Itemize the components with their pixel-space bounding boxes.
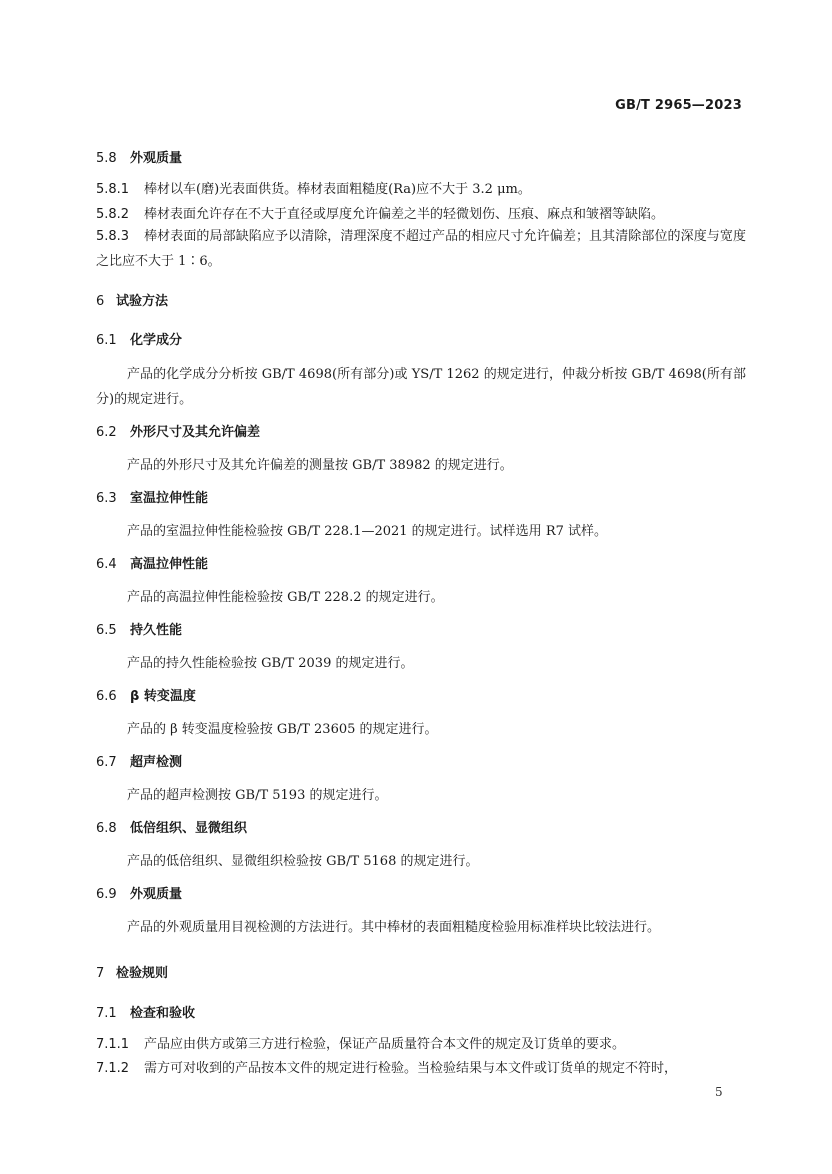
section-number: 6.1 bbox=[96, 333, 117, 348]
section-heading-6-5 bbox=[96, 622, 746, 640]
chapter-heading-7 bbox=[96, 965, 746, 983]
page-number: 5 bbox=[715, 1085, 723, 1099]
section-number: 6.3 bbox=[96, 491, 117, 506]
section-title: 高温拉伸性能 bbox=[130, 557, 209, 572]
section-text-6-9: 产品的外观质量用目视检测的方法进行。其中棒材的表面粗糙度检验用标准样块比较法进行。 bbox=[127, 920, 661, 935]
section-number: 6.6 bbox=[96, 689, 117, 704]
section-heading-6-3 bbox=[96, 490, 746, 508]
clause-text: 棒材表面允许存在不大于直径或厚度允许偏差之半的轻微划伤、压痕、麻点和皱褶等缺陷。 bbox=[144, 207, 665, 222]
section-title: 外观质量 bbox=[130, 151, 183, 166]
clause-7-1-2 bbox=[96, 1060, 746, 1078]
section-title: 外形尺寸及其允许偏差 bbox=[130, 425, 261, 440]
section-text-6-3: 产品的室温拉伸性能检验按 GB/T 228.1—2021 的规定进行。试样选用 R7 试样。 bbox=[127, 524, 608, 539]
section-text-6-2: 产品的外形尺寸及其允许偏差的测量按 GB/T 38982 的规定进行。 bbox=[127, 458, 513, 473]
clause-7-1-1 bbox=[96, 1036, 746, 1054]
clause-number: 5.8.3 bbox=[96, 229, 130, 244]
section-text-6-1: 产品的化学成分分析按 GB/T 4698(所有部分)或 YS/T 1262 的规定进行，仲裁分析按 GB/T 4698(所有部分)的规定进行。 bbox=[96, 367, 746, 407]
section-heading-7-1 bbox=[96, 1005, 746, 1023]
section-number: 7.1 bbox=[96, 1006, 117, 1021]
section-title: β 转变温度 bbox=[130, 689, 196, 704]
section-number: 6.5 bbox=[96, 623, 117, 638]
section-heading-6-8 bbox=[96, 820, 746, 838]
section-text-6-5: 产品的持久性能检验按 GB/T 2039 的规定进行。 bbox=[127, 656, 414, 671]
section-title: 化学成分 bbox=[130, 333, 183, 348]
section-number: 6.9 bbox=[96, 887, 117, 902]
section-title: 检查和验收 bbox=[130, 1006, 196, 1021]
section-title: 低倍组织、显微组织 bbox=[130, 821, 248, 836]
standard-code-header: GB/T 2965—2023 bbox=[615, 98, 742, 113]
section-heading-6-1 bbox=[96, 332, 746, 350]
clause-text: 棒材表面的局部缺陷应予以清除，清理深度不超过产品的相应尺寸允许偏差；且其清除部位的深度与宽度之比应不大于 1∶6。 bbox=[96, 229, 746, 269]
chapter-title: 试验方法 bbox=[116, 294, 169, 309]
section-number: 6.8 bbox=[96, 821, 117, 836]
chapter-title: 检验规则 bbox=[116, 966, 169, 981]
clause-text: 棒材以车(磨)光表面供货。棒材表面粗糙度(Ra)应不大于 3.2 μm。 bbox=[144, 182, 531, 197]
clause-5-8-3 bbox=[96, 224, 746, 274]
section-title: 室温拉伸性能 bbox=[130, 491, 209, 506]
chapter-number: 6 bbox=[96, 294, 105, 309]
clause-number: 7.1.1 bbox=[96, 1037, 130, 1052]
clause-number: 5.8.1 bbox=[96, 182, 130, 197]
section-heading-6-6 bbox=[96, 688, 746, 706]
clause-number: 5.8.2 bbox=[96, 207, 130, 222]
section-text-6-4: 产品的高温拉伸性能检验按 GB/T 228.2 的规定进行。 bbox=[127, 590, 444, 605]
section-heading-6-7 bbox=[96, 754, 746, 772]
section-text-6-6: 产品的 β 转变温度检验按 GB/T 23605 的规定进行。 bbox=[127, 722, 438, 737]
chapter-heading-6 bbox=[96, 293, 746, 311]
section-heading-6-4 bbox=[96, 556, 746, 574]
section-number: 6.2 bbox=[96, 425, 117, 440]
clause-5-8-1 bbox=[96, 181, 746, 199]
section-number: 6.4 bbox=[96, 557, 117, 572]
section-text-6-7: 产品的超声检测按 GB/T 5193 的规定进行。 bbox=[127, 788, 388, 803]
chapter-number: 7 bbox=[96, 966, 105, 981]
clause-text: 需方可对收到的产品按本文件的规定进行检验。当检验结果与本文件或订货单的规定不符时， bbox=[144, 1061, 678, 1076]
clause-text: 产品应由供方或第三方进行检验，保证产品质量符合本文件的规定及订货单的要求。 bbox=[144, 1037, 626, 1052]
section-heading-6-2 bbox=[96, 424, 746, 442]
section-heading-6-9 bbox=[96, 886, 746, 904]
section-title: 持久性能 bbox=[130, 623, 183, 638]
clause-number: 7.1.2 bbox=[96, 1061, 130, 1076]
section-heading-5-8 bbox=[96, 150, 746, 168]
section-title: 外观质量 bbox=[130, 887, 183, 902]
section-number: 5.8 bbox=[96, 151, 117, 166]
clause-5-8-2 bbox=[96, 206, 746, 224]
section-text-6-8: 产品的低倍组织、显微组织检验按 GB/T 5168 的规定进行。 bbox=[127, 854, 479, 869]
section-number: 6.7 bbox=[96, 755, 117, 770]
section-title: 超声检测 bbox=[130, 755, 183, 770]
